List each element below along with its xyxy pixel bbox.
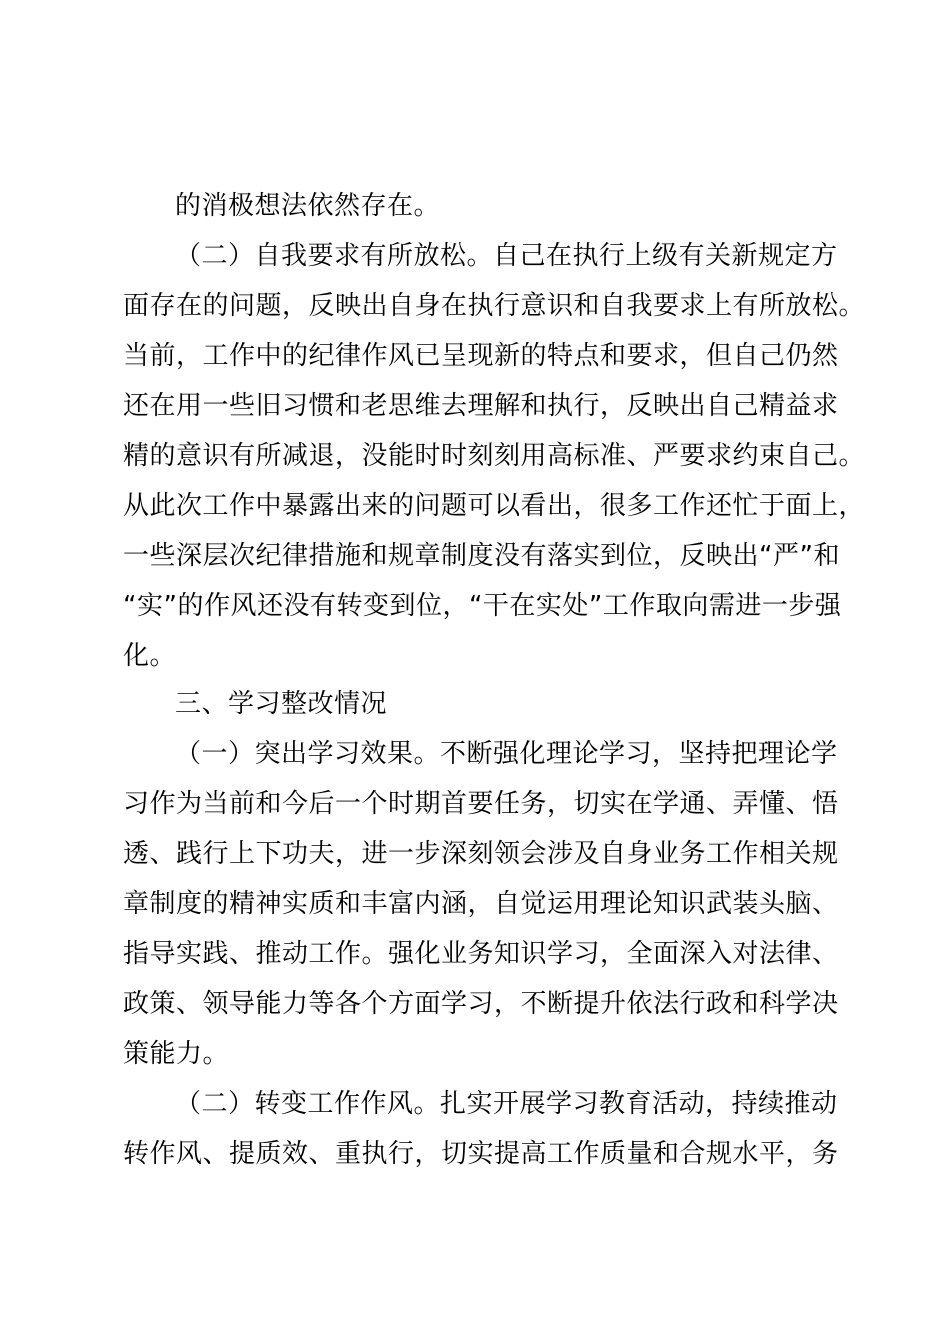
paragraph-line: 化。 (123, 641, 177, 671)
paragraph-line: 透、践行上下功夫，进一步深刻领会涉及自身业务工作相关规 (123, 839, 839, 869)
paragraph-line: （一）突出学习效果。不断强化理论学习，坚持把理论学 (175, 739, 838, 769)
paragraph-line: 政策、领导能力等各个方面学习，不断提升依法行政和科学决 (123, 989, 839, 1019)
paragraph-line: 从此次工作中暴露出来的问题可以看出，很多工作还忙于面上， (123, 491, 866, 521)
paragraph-line: 指导实践、推动工作。强化业务知识学习，全面深入对法律、 (123, 939, 839, 969)
paragraph-line: 还在用一些旧习惯和老思维去理解和执行，反映出自己精益求 (123, 391, 839, 421)
section-heading: 三、学习整改情况 (175, 689, 388, 719)
paragraph-line: 的消极想法依然存在。 (175, 191, 441, 221)
paragraph-line: “实”的作风还没有转变到位，“干在实处”工作取向需进一步强 (123, 591, 842, 621)
paragraph-line: 当前，工作中的纪律作风已呈现新的特点和要求，但自己仍然 (123, 341, 839, 371)
paragraph-line: （二）转变工作作风。扎实开展学习教育活动，持续推动 (175, 1089, 838, 1119)
paragraph-line: 习作为当前和今后一个时期首要任务，切实在学通、弄懂、悟 (123, 789, 839, 819)
paragraph-line: 精的意识有所减退，没能时时刻刻用高标准、严要求约束自己。 (123, 441, 866, 471)
paragraph-line: 章制度的精神实质和丰富内涵，自觉运用理论知识武装头脑、 (123, 889, 839, 919)
paragraph-line: 面存在的问题，反映出自身在执行意识和自我要求上有所放松。 (123, 291, 866, 321)
paragraph-line: （二）自我要求有所放松。自己在执行上级有关新规定方 (175, 241, 838, 271)
paragraph-line: 策能力。 (123, 1039, 230, 1069)
paragraph-line: 一些深层次纪律措施和规章制度没有落实到位，反映出“严”和 (123, 541, 840, 571)
paragraph-line: 转作风、提质效、重执行，切实提高工作质量和合规水平，务 (123, 1139, 839, 1169)
